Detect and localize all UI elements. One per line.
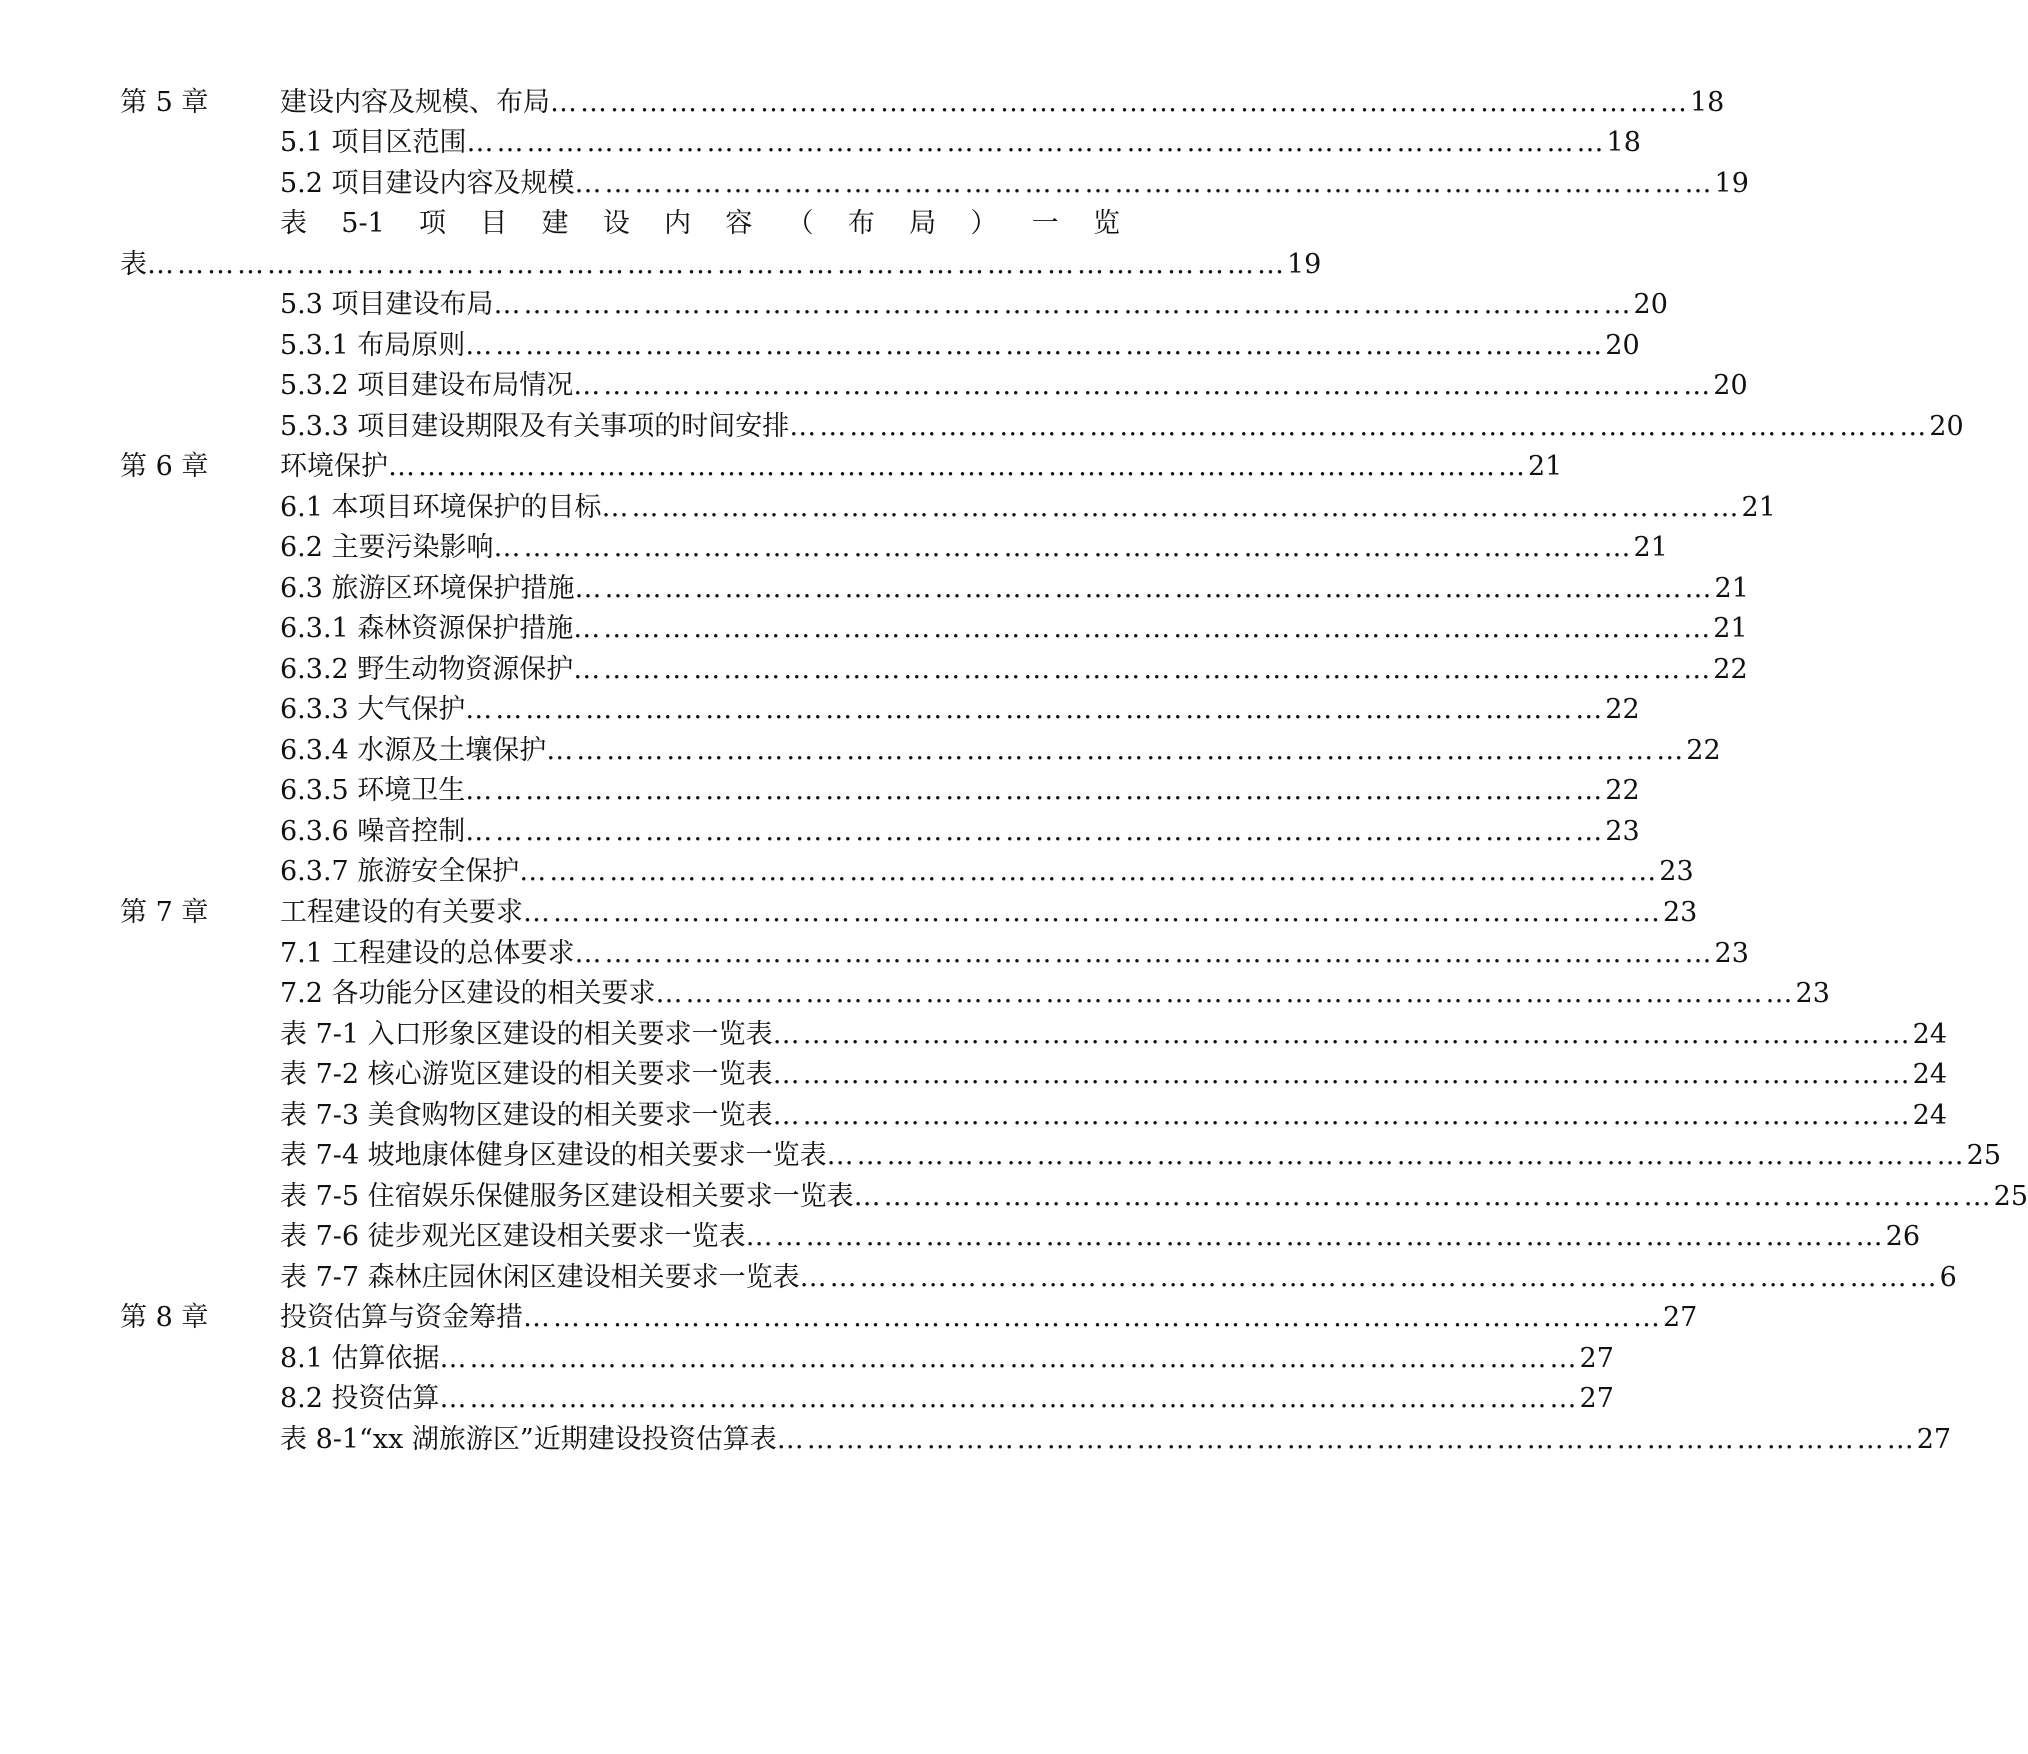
page-number: 19: [1287, 249, 1322, 280]
chapter-5-label: 第 5 章: [120, 87, 209, 118]
entry-title: 5.2 项目建设内容及规模: [280, 168, 575, 199]
page-number: 27: [1916, 1424, 1952, 1455]
toc-entry-5-3[interactable]: [280, 288, 1668, 322]
entry-title: 5.3 项目建设布局: [280, 289, 494, 320]
toc-entry-6-2[interactable]: [280, 531, 1668, 565]
toc-entry-5-1[interactable]: [280, 126, 1641, 160]
leader-dots: ……………………………………………………………………………………………………: [466, 127, 1607, 158]
page-number: 21: [1633, 532, 1668, 563]
entry-title: 6.3.6 噪音控制: [280, 816, 466, 847]
toc-entry-6-3-1[interactable]: [280, 612, 1748, 646]
toc-entry-6-3-7[interactable]: [280, 855, 1694, 889]
toc-entry-ch6[interactable]: [280, 450, 1563, 484]
table-5-1-char: 局: [909, 208, 937, 239]
toc-entry-ch8[interactable]: [280, 1301, 1698, 1335]
page-number: 21: [1714, 573, 1749, 604]
page-number: 23: [1663, 897, 1698, 928]
leader-dots: ……………………………………………………………………………………………………: [465, 775, 1606, 806]
toc-entry-table-7-6[interactable]: [280, 1220, 1921, 1254]
entry-title: 建设内容及规模、布局: [280, 87, 550, 118]
page-number: 21: [1713, 613, 1748, 644]
leader-dots: ……………………………………………………………………………………………………: [574, 168, 1715, 199]
entry-title: 工程建设的有关要求: [280, 897, 523, 928]
entry-title: 8.1 估算依据: [280, 1343, 440, 1374]
leader-dots: ……………………………………………………………………………………………………: [493, 532, 1634, 563]
leader-dots: ……………………………………………………………………………………………………: [493, 289, 1634, 320]
leader-dots: ……………………………………………………………………………………………………: [772, 1019, 1913, 1050]
chapter-7-label: 第 7 章: [120, 897, 209, 928]
entry-title: 5.3.3 项目建设期限及有关事项的时间安排: [280, 411, 790, 442]
page-number: 18: [1606, 127, 1641, 158]
entry-title: 6.3 旅游区环境保护措施: [280, 573, 575, 604]
toc-entry-table-7-1[interactable]: [280, 1018, 1948, 1052]
table-5-1-char: 目: [480, 208, 508, 239]
leader-dots: ……………………………………………………………………………………………………: [465, 694, 1606, 725]
page-number: 27: [1579, 1383, 1614, 1414]
leader-dots: ……………………………………………………………………………………………………: [745, 1221, 1886, 1252]
toc-entry-table-5-1[interactable]: [280, 207, 1120, 241]
toc-entry-8-1[interactable]: [280, 1342, 1614, 1376]
entry-title: 5.1 项目区范围: [280, 127, 467, 158]
entry-title: 表 7-5 住宿娱乐保健服务区建设相关要求一览表: [280, 1181, 854, 1212]
table-5-1-char: 建: [541, 208, 569, 239]
toc-entry-6-1[interactable]: [280, 491, 1776, 525]
toc-entry-table-7-5[interactable]: [280, 1180, 2028, 1214]
page-number: 23: [1659, 856, 1694, 887]
toc-entry-table-7-4[interactable]: [280, 1139, 2002, 1173]
toc-entry-ch7[interactable]: [280, 896, 1698, 930]
entry-title: 6.3.1 森林资源保护措施: [280, 613, 574, 644]
leader-dots: ……………………………………………………………………………………………………: [772, 1059, 1913, 1090]
toc-entry-table-7-7[interactable]: [280, 1261, 1957, 1295]
toc-entry-6-3-6[interactable]: [280, 815, 1640, 849]
table-5-1-char: 容: [725, 208, 753, 239]
entry-title: 6.3.5 环境卫生: [280, 775, 466, 806]
page-number: 25: [1993, 1181, 2028, 1212]
leader-dots: ……………………………………………………………………………………………………: [439, 1343, 1580, 1374]
toc-entry-5-3-1[interactable]: [280, 329, 1640, 363]
toc-entry-ch5[interactable]: [280, 86, 1725, 120]
page-number: 20: [1633, 289, 1668, 320]
entry-title: 表: [120, 249, 147, 280]
page-number: 25: [1966, 1140, 2002, 1171]
leader-dots: ……………………………………………………………………………………………………: [776, 1424, 1917, 1455]
page-number: 26: [1885, 1221, 1921, 1252]
leader-dots: ……………………………………………………………………………………………………: [772, 1100, 1913, 1131]
entry-title: 表 7-2 核心游览区建设的相关要求一览表: [280, 1059, 773, 1090]
page-number: 23: [1714, 938, 1749, 969]
table-5-1-char: 览: [1092, 208, 1120, 239]
leader-dots: ……………………………………………………………………………………………………: [546, 735, 1687, 766]
entry-title: 7.2 各功能分区建设的相关要求: [280, 978, 656, 1009]
entry-title: 6.1 本项目环境保护的目标: [280, 492, 602, 523]
page-number: 21: [1741, 492, 1776, 523]
page-number: 24: [1912, 1059, 1948, 1090]
toc-entry-table-8-1[interactable]: [280, 1423, 1952, 1457]
leader-dots: ……………………………………………………………………………………………………: [789, 411, 1930, 442]
leader-dots: ……………………………………………………………………………………………………: [519, 856, 1660, 887]
toc-entry-table-7-3[interactable]: [280, 1099, 1948, 1133]
leader-dots: ……………………………………………………………………………………………………: [465, 330, 1606, 361]
entry-title: 表 7-7 森林庄园休闲区建设相关要求一览表: [280, 1262, 800, 1293]
leader-dots: ……………………………………………………………………………………………………: [465, 816, 1606, 847]
entry-title: 6.3.3 大气保护: [280, 694, 466, 725]
leader-dots: ……………………………………………………………………………………………………: [439, 1383, 1580, 1414]
page-number: 20: [1929, 411, 1964, 442]
leader-dots: ……………………………………………………………………………………………………: [826, 1140, 1967, 1171]
toc-entry-6-3[interactable]: [280, 572, 1749, 606]
entry-title: 表 7-1 入口形象区建设的相关要求一览表: [280, 1019, 773, 1050]
entry-title: 6.3.2 野生动物资源保护: [280, 654, 574, 685]
table-5-1-char: 一: [1031, 208, 1059, 239]
page-number: 23: [1795, 978, 1830, 1009]
page-number: 20: [1713, 370, 1748, 401]
entry-title: 表 7-3 美食购物区建设的相关要求一览表: [280, 1100, 773, 1131]
entry-title: 6.3.4 水源及土壤保护: [280, 735, 547, 766]
table-5-1-char: ）: [970, 208, 998, 239]
entry-title: 5.3.1 布局原则: [280, 330, 466, 361]
page-number: 20: [1605, 330, 1640, 361]
leader-dots: ……………………………………………………………………………………………………: [147, 249, 1287, 280]
page-number: 22: [1605, 775, 1640, 806]
entry-title: 环境保护: [280, 451, 388, 482]
toc-entry-6-3-2[interactable]: [280, 653, 1748, 687]
leader-dots: ……………………………………………………………………………………………………: [573, 613, 1714, 644]
leader-dots: ……………………………………………………………………………………………………: [853, 1181, 1994, 1212]
page-number: 6: [1939, 1262, 1957, 1293]
page-number: 27: [1663, 1302, 1698, 1333]
toc-entry-6-3-4[interactable]: [280, 734, 1721, 768]
page-number: 22: [1605, 694, 1640, 725]
chapter-8-label: 第 8 章: [120, 1302, 209, 1333]
page-number: 22: [1686, 735, 1721, 766]
toc-entry-7-2[interactable]: [280, 977, 1830, 1011]
entry-title: 5.3.2 项目建设布局情况: [280, 370, 574, 401]
leader-dots: ……………………………………………………………………………………………………: [601, 492, 1742, 523]
leader-dots: ……………………………………………………………………………………………………: [573, 654, 1714, 685]
page-number: 23: [1605, 816, 1640, 847]
toc-entry-6-3-3[interactable]: [280, 693, 1640, 727]
toc-entry-table-7-2[interactable]: [280, 1058, 1948, 1092]
page-number: 18: [1690, 87, 1725, 118]
leader-dots: ……………………………………………………………………………………………………: [574, 938, 1715, 969]
leader-dots: ……………………………………………………………………………………………………: [574, 573, 1715, 604]
toc-entry-8-2[interactable]: [280, 1382, 1614, 1416]
table-5-1-char: 5-1: [341, 208, 385, 239]
page-number: 27: [1579, 1343, 1614, 1374]
toc-entry-table-5-1-cont[interactable]: [120, 248, 1322, 282]
entry-title: 投资估算与资金筹措: [280, 1302, 523, 1333]
toc-entry-5-3-2[interactable]: [280, 369, 1748, 403]
entry-title: 表 7-6 徒步观光区建设相关要求一览表: [280, 1221, 746, 1252]
table-5-1-char: 表: [280, 208, 307, 239]
chapter-6-label: 第 6 章: [120, 451, 209, 482]
toc-entry-5-3-3[interactable]: [280, 410, 1964, 444]
leader-dots: ……………………………………………………………………………………………………: [799, 1262, 1940, 1293]
toc-entry-5-2[interactable]: [280, 167, 1749, 201]
table-5-1-char: 项: [419, 208, 447, 239]
entry-title: 表 8-1“xx 湖旅游区”近期建设投资估算表: [280, 1424, 777, 1455]
page-number: 21: [1528, 451, 1563, 482]
table-5-1-char: 内: [664, 208, 692, 239]
entry-title: 7.1 工程建设的总体要求: [280, 938, 575, 969]
entry-title: 8.2 投资估算: [280, 1383, 440, 1414]
page-number: 22: [1713, 654, 1748, 685]
page-number: 24: [1912, 1100, 1948, 1131]
leader-dots: ……………………………………………………………………………………………………: [388, 451, 1528, 482]
leader-dots: ……………………………………………………………………………………………………: [550, 87, 1690, 118]
toc-entry-7-1[interactable]: [280, 937, 1749, 971]
leader-dots: ……………………………………………………………………………………………………: [655, 978, 1796, 1009]
entry-title: 6.3.7 旅游安全保护: [280, 856, 520, 887]
toc-entry-6-3-5[interactable]: [280, 774, 1640, 808]
page-number: 19: [1714, 168, 1749, 199]
table-5-1-char: 布: [847, 208, 875, 239]
page-number: 24: [1912, 1019, 1948, 1050]
table-5-1-char: （: [786, 208, 814, 239]
leader-dots: ……………………………………………………………………………………………………: [573, 370, 1714, 401]
leader-dots: ……………………………………………………………………………………………………: [523, 897, 1663, 928]
leader-dots: ……………………………………………………………………………………………………: [523, 1302, 1663, 1333]
table-5-1-char: 设: [602, 208, 630, 239]
entry-title: 6.2 主要污染影响: [280, 532, 494, 563]
entry-title: 表 7-4 坡地康体健身区建设的相关要求一览表: [280, 1140, 827, 1171]
